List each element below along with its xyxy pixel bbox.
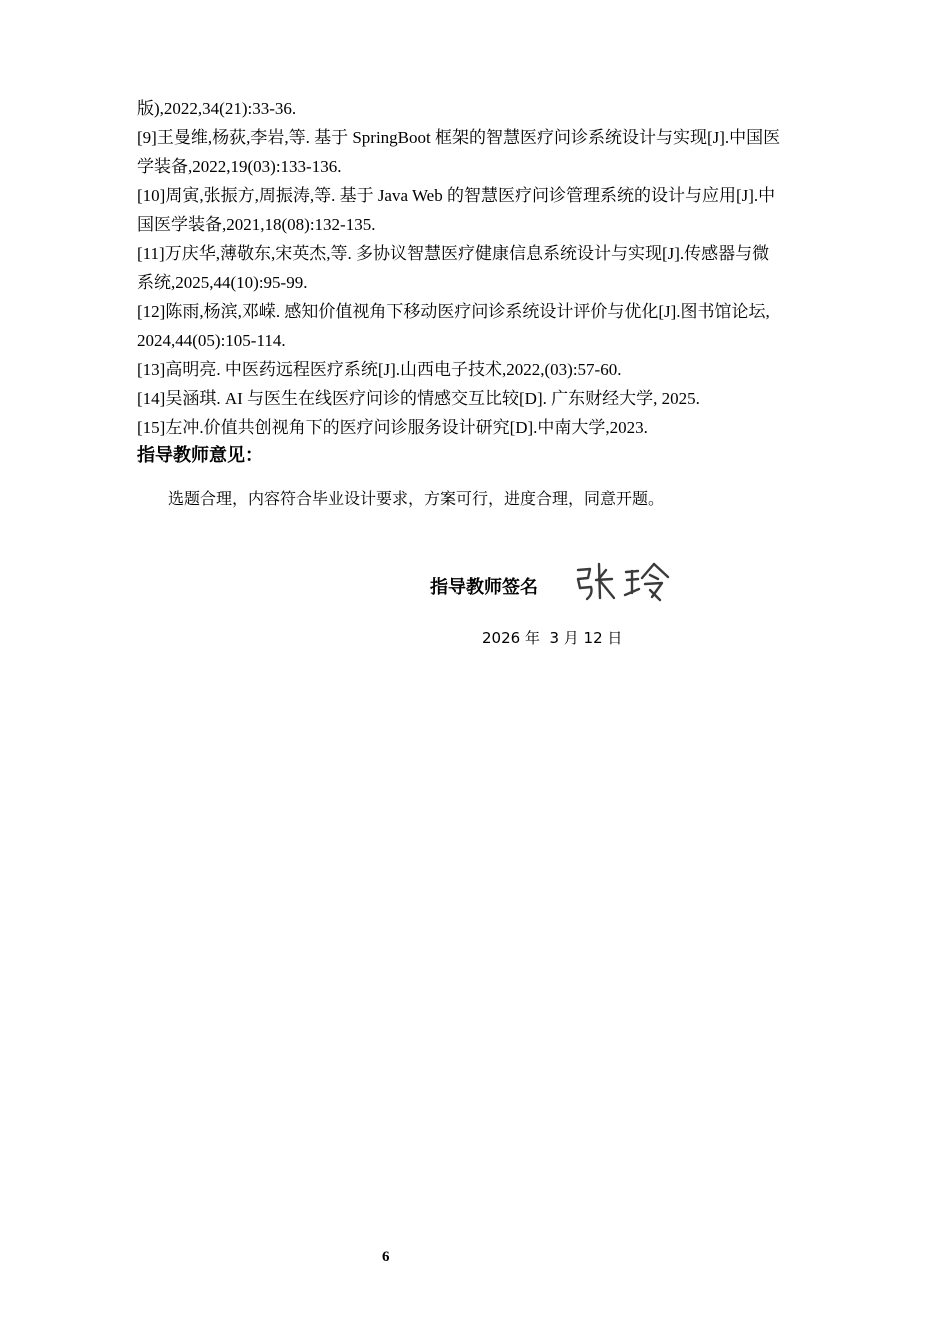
- reference-line: [15]左冲.价值共创视角下的医疗问诊服务设计研究[D].中南大学,2023.: [137, 418, 648, 437]
- reference-line: 学装备,2022,19(03):133-136.: [137, 157, 342, 176]
- reference-line: [9]王曼维,杨荻,李岩,等. 基于 SpringBoot 框架的智慧医疗问诊系统设计与实现[J].中国医: [137, 128, 781, 147]
- handwritten-signature: [572, 558, 676, 608]
- signature-date: 2026 年 3 月 12 日: [482, 629, 623, 647]
- reference-line: [10]周寅,张振方,周振涛,等. 基于 Java Web 的智慧医疗问诊管理系统的设计与应用[J].中: [137, 186, 776, 205]
- reference-line: [12]陈雨,杨滨,邓嵘. 感知价值视角下移动医疗问诊系统设计评价与优化[J].图书馆论坛,: [137, 302, 770, 321]
- reference-line: 国医学装备,2021,18(08):132-135.: [137, 215, 376, 234]
- reference-list: [137, 94, 861, 442]
- reference-line: [14]吴涵琪. AI 与医生在线医疗问诊的情感交互比较[D]. 广东财经大学, 2025.: [137, 389, 700, 408]
- signature-label: 指导教师签名: [430, 577, 538, 598]
- advisor-opinion-heading: 指导教师意见：: [137, 445, 263, 466]
- page-number: 6: [382, 1249, 390, 1265]
- advisor-opinion-text: 选题合理，内容符合毕业设计要求，方案可行，进度合理，同意开题。: [168, 489, 665, 508]
- reference-line: [13]高明亮. 中医药远程医疗系统[J].山西电子技术,2022,(03):57-60.: [137, 360, 622, 379]
- reference-line: 版),2022,34(21):33-36.: [137, 99, 297, 118]
- reference-line: [11]万庆华,薄敬东,宋英杰,等. 多协议智慧医疗健康信息系统设计与实现[J].传感器与微: [137, 244, 770, 263]
- reference-line: 2024,44(05):105-114.: [137, 331, 286, 350]
- reference-line: 系统,2025,44(10):95-99.: [137, 273, 308, 292]
